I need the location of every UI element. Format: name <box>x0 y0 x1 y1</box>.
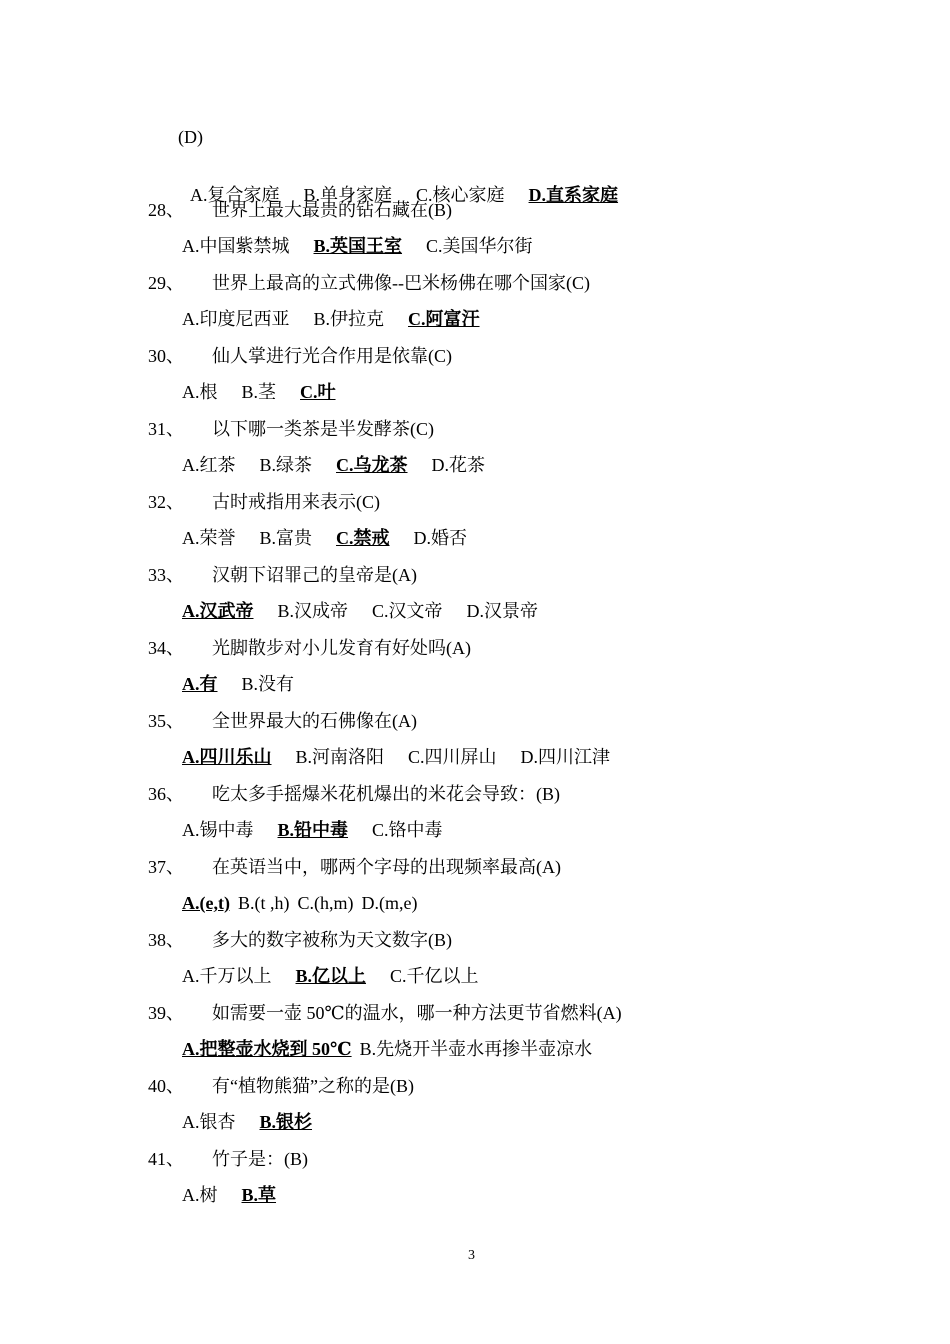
question-line <box>148 345 452 367</box>
answer-option: B.汉成帝 <box>277 601 349 621</box>
correct-answer: B.铅中毒 <box>277 820 349 840</box>
question-line <box>148 710 417 732</box>
answer-option: D.婚否 <box>413 528 468 548</box>
option-a: A.复合家庭 <box>190 185 280 205</box>
options-line <box>182 1111 336 1133</box>
options-line <box>182 308 504 330</box>
question-line <box>148 1075 414 1097</box>
question-number: 29、 <box>148 273 184 293</box>
question-line <box>148 1002 622 1024</box>
options-line <box>182 235 557 257</box>
answer-option: B.先烧开半壶水再掺半壶凉水 <box>359 1039 593 1059</box>
question-text: 以下哪一类茶是半发酵茶(C) <box>212 419 434 439</box>
intro-answer: (D) <box>178 127 203 147</box>
question-number: 36、 <box>148 784 184 804</box>
correct-answer: D.直系家庭 <box>528 185 619 205</box>
option-b: B.单身家庭 <box>303 185 393 205</box>
question-text: 汉朝下诏罪己的皇帝是(A) <box>212 565 417 585</box>
answer-option: C.(h,m) <box>297 893 354 913</box>
question-number: 32、 <box>148 492 184 512</box>
answer-option: A.印度尼西亚 <box>182 309 290 329</box>
question-text: 全世界最大的石佛像在(A) <box>212 711 417 731</box>
answer-option: A.树 <box>182 1185 218 1205</box>
correct-answer: A.把整壶水烧到 50℃ <box>182 1039 352 1059</box>
answer-option: A.中国紫禁城 <box>182 236 290 256</box>
options-line <box>182 1184 300 1206</box>
options-line <box>182 819 467 841</box>
correct-answer: C.叶 <box>300 382 336 402</box>
correct-answer: C.阿富汗 <box>408 309 480 329</box>
answer-option: D.汉景帝 <box>466 601 539 621</box>
answer-option: A.根 <box>182 382 218 402</box>
question-line <box>148 637 471 659</box>
answer-option: A.银杏 <box>182 1112 236 1132</box>
question-number: 30、 <box>148 346 184 366</box>
answer-option: B.茎 <box>241 382 277 402</box>
question-number: 38、 <box>148 930 184 950</box>
question-text: 世界上最大最贵的钻石藏在(B) <box>212 200 452 220</box>
question-line <box>148 272 590 294</box>
options-line <box>182 1038 600 1060</box>
correct-answer: C.禁戒 <box>336 528 390 548</box>
options-line <box>182 600 562 622</box>
question-number: 40、 <box>148 1076 184 1096</box>
answer-option: C.铬中毒 <box>372 820 443 840</box>
answer-option: C.四川屏山 <box>408 747 497 767</box>
answer-option: C.美国华尔街 <box>426 236 533 256</box>
answer-option: A.锡中毒 <box>182 820 254 840</box>
question-number: 31、 <box>148 419 184 439</box>
question-number: 41、 <box>148 1149 184 1169</box>
question-text: 竹子是：(B) <box>212 1149 308 1169</box>
question-line <box>148 491 380 513</box>
question-text: 仙人掌进行光合作用是依靠(C) <box>212 346 452 366</box>
options-line <box>182 746 634 768</box>
answer-option: B.(t ,h) <box>237 893 290 913</box>
answer-option: B.绿茶 <box>259 455 313 475</box>
question-text: 古时戒指用来表示(C) <box>212 492 380 512</box>
answer-option: D.花茶 <box>431 455 486 475</box>
question-text: 在英语当中，哪两个字母的出现频率最高(A) <box>212 857 561 877</box>
question-number: 34、 <box>148 638 184 658</box>
answer-option: A.红茶 <box>182 455 236 475</box>
answer-option: C.汉文帝 <box>372 601 443 621</box>
question-number: 39、 <box>148 1003 184 1023</box>
answer-option: B.没有 <box>241 674 295 694</box>
correct-answer: A.(e,t) <box>182 893 230 913</box>
page-number: 3 <box>468 1248 475 1263</box>
question-line <box>148 783 560 805</box>
answer-option: B.富贵 <box>259 528 313 548</box>
question-number: 28、 <box>148 200 184 220</box>
options-line <box>182 454 509 476</box>
question-line <box>148 929 452 951</box>
answer-option: A.千万以上 <box>182 966 272 986</box>
question-text: 光脚散步对小儿发育有好处吗(A) <box>212 638 471 658</box>
question-text: 多大的数字被称为天文数字(B) <box>212 930 452 950</box>
answer-option: B.伊拉克 <box>313 309 385 329</box>
options-line <box>182 527 491 549</box>
question-text: 世界上最高的立式佛像--巴米杨佛在哪个国家(C) <box>212 273 590 293</box>
correct-answer: B.英国王室 <box>313 236 403 256</box>
answer-option: C.千亿以上 <box>390 966 479 986</box>
option-c: C.核心家庭 <box>416 185 505 205</box>
correct-answer: A.有 <box>182 674 218 694</box>
question-line <box>148 199 452 221</box>
question-line <box>148 564 417 586</box>
question-line <box>148 1148 308 1170</box>
question-number: 37、 <box>148 857 184 877</box>
answer-option: D.(m,e) <box>361 893 418 913</box>
question-number: 33、 <box>148 565 184 585</box>
question-line <box>148 856 561 878</box>
correct-answer: B.草 <box>241 1185 277 1205</box>
question-text: 吃太多手摇爆米花机爆出的米花会导致：(B) <box>212 784 560 804</box>
question-number: 35、 <box>148 711 184 731</box>
answer-option: A.荣誉 <box>182 528 236 548</box>
options-line <box>182 381 360 403</box>
options-line <box>182 965 503 987</box>
options-line <box>182 892 425 914</box>
answer-option: D.四川江津 <box>520 747 611 767</box>
question-line <box>148 418 434 440</box>
correct-answer: C.乌龙茶 <box>336 455 408 475</box>
question-text: 有“植物熊猫”之称的是(B) <box>212 1076 414 1096</box>
correct-answer: B.银杉 <box>259 1112 313 1132</box>
correct-answer: B.亿以上 <box>295 966 367 986</box>
answer-option: B.河南洛阳 <box>295 747 385 767</box>
question-text: 如需要一壶 50℃的温水，哪一种方法更节省燃料(A) <box>212 1003 622 1023</box>
options-line <box>182 673 318 695</box>
correct-answer: A.汉武帝 <box>182 601 254 621</box>
correct-answer: A.四川乐山 <box>182 747 272 767</box>
